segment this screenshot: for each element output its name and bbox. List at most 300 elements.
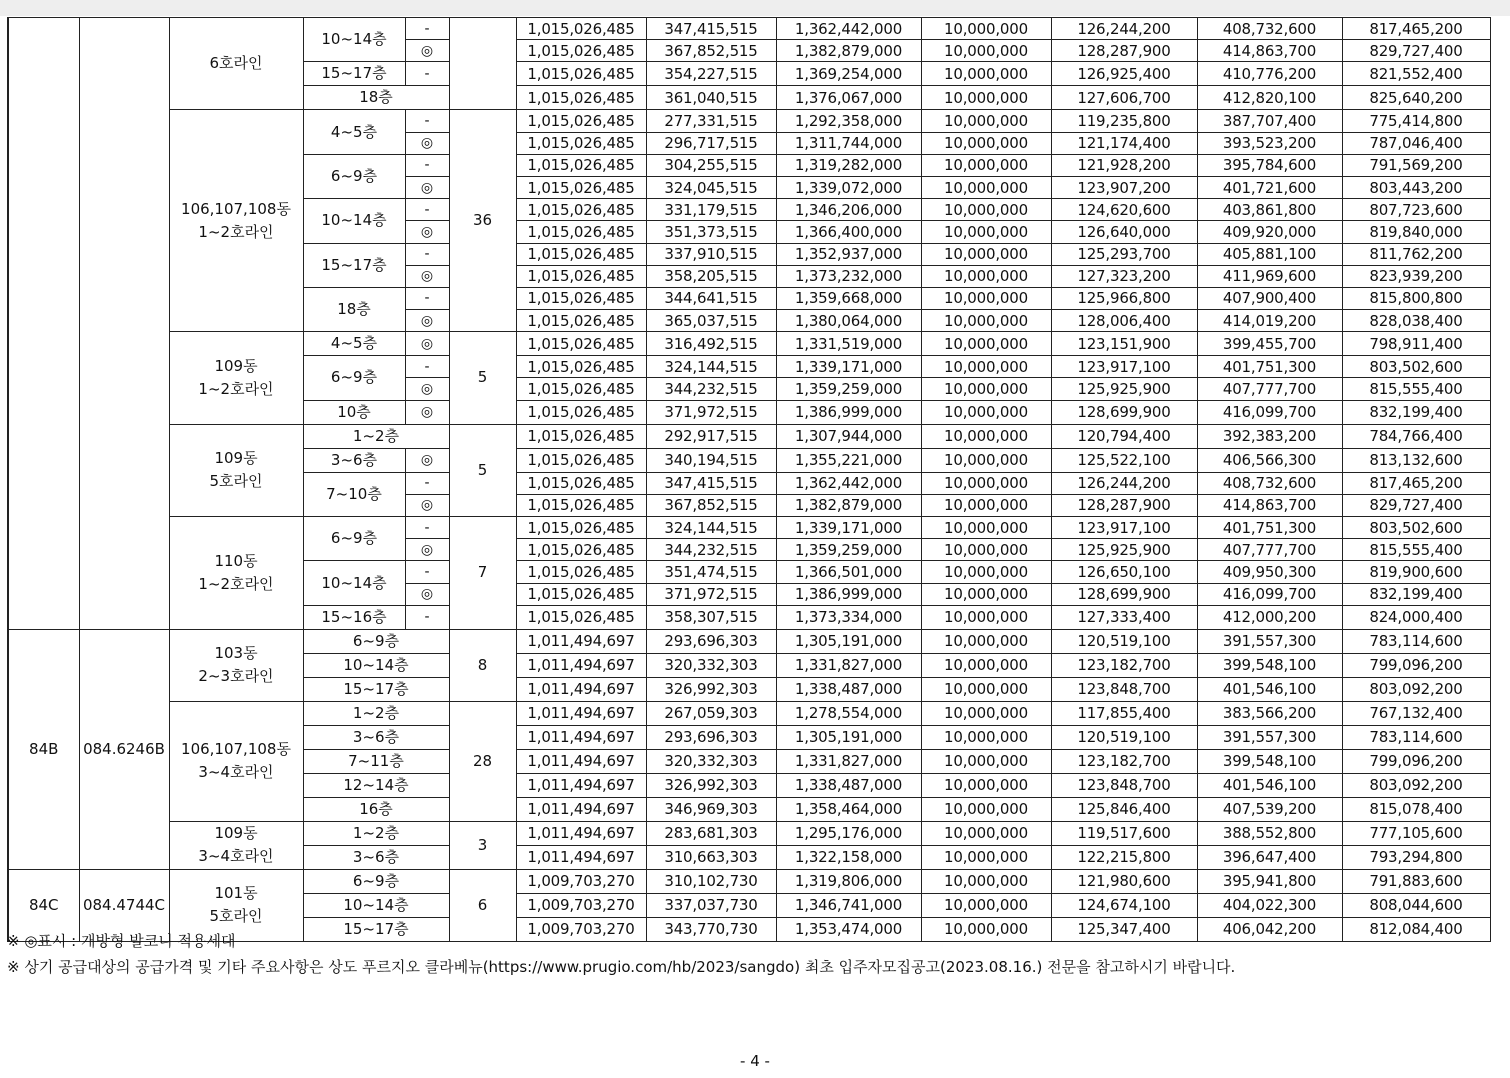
price-cell: 1,369,254,000 — [776, 62, 921, 86]
price-cell: 331,179,515 — [646, 199, 776, 221]
price-cell: 406,042,200 — [1197, 917, 1342, 941]
price-cell: 1,319,282,000 — [776, 154, 921, 176]
floor-cell: 3~6층 — [303, 845, 449, 869]
price-cell: 1,338,487,000 — [776, 773, 921, 797]
price-cell: 414,863,700 — [1197, 494, 1342, 516]
price-cell: 1,295,176,000 — [776, 821, 921, 845]
price-cell: 296,717,515 — [646, 132, 776, 154]
price-cell: 123,907,200 — [1051, 176, 1197, 198]
price-cell: 1,338,487,000 — [776, 677, 921, 701]
balcony-mark-cell: - — [405, 517, 449, 539]
price-cell: 126,650,100 — [1051, 561, 1197, 583]
price-cell: 1,339,072,000 — [776, 176, 921, 198]
unit-count-cell: 8 — [449, 629, 516, 701]
price-cell: 1,307,944,000 — [776, 424, 921, 448]
price-cell: 316,492,515 — [646, 332, 776, 356]
price-cell: 412,820,100 — [1197, 86, 1342, 110]
price-cell: 10,000,000 — [921, 539, 1051, 561]
price-table — [7, 17, 1491, 942]
price-cell: 409,920,000 — [1197, 221, 1342, 243]
price-cell: 1,305,191,000 — [776, 629, 921, 653]
price-cell: 410,776,200 — [1197, 62, 1342, 86]
price-cell: 1,015,026,485 — [516, 472, 646, 494]
floor-cell: 10~14층 — [303, 199, 405, 243]
price-cell: 123,151,900 — [1051, 332, 1197, 356]
price-cell: 125,846,400 — [1051, 797, 1197, 821]
price-cell: 371,972,515 — [646, 583, 776, 605]
balcony-mark-cell: ◎ — [405, 400, 449, 424]
price-cell: 127,606,700 — [1051, 86, 1197, 110]
price-cell: 10,000,000 — [921, 287, 1051, 309]
price-cell: 324,144,515 — [646, 356, 776, 378]
price-cell: 1,015,026,485 — [516, 310, 646, 332]
price-cell: 123,848,700 — [1051, 773, 1197, 797]
price-cell: 123,182,700 — [1051, 749, 1197, 773]
price-cell: 1,015,026,485 — [516, 62, 646, 86]
floor-cell: 15~17층 — [303, 243, 405, 287]
balcony-mark-cell: ◎ — [405, 539, 449, 561]
price-cell: 120,794,400 — [1051, 424, 1197, 448]
price-cell: 784,766,400 — [1342, 424, 1490, 448]
balcony-mark-cell: ◎ — [405, 583, 449, 605]
price-cell: 1,278,554,000 — [776, 701, 921, 725]
floor-cell: 6~9층 — [303, 517, 405, 561]
price-cell: 119,517,600 — [1051, 821, 1197, 845]
price-cell: 358,307,515 — [646, 605, 776, 629]
price-cell: 292,917,515 — [646, 424, 776, 448]
price-cell: 403,861,800 — [1197, 199, 1342, 221]
price-cell: 340,194,515 — [646, 448, 776, 472]
price-cell: 793,294,800 — [1342, 845, 1490, 869]
unit-type-cell: 84B — [8, 629, 79, 869]
price-cell: 10,000,000 — [921, 221, 1051, 243]
table-row — [8, 701, 1490, 725]
price-cell: 361,040,515 — [646, 86, 776, 110]
price-cell: 344,232,515 — [646, 378, 776, 400]
price-cell: 344,641,515 — [646, 287, 776, 309]
price-cell: 1,380,064,000 — [776, 310, 921, 332]
floor-cell: 1~2층 — [303, 701, 449, 725]
price-cell: 387,707,400 — [1197, 110, 1342, 132]
price-cell: 10,000,000 — [921, 893, 1051, 917]
price-cell: 1,011,494,697 — [516, 629, 646, 653]
floor-cell: 10~14층 — [303, 18, 405, 62]
footnote-balcony: ※ ◎표시 : 개방형 발코니 적용세대 — [7, 932, 236, 950]
price-cell: 395,784,600 — [1197, 154, 1342, 176]
price-cell: 1,362,442,000 — [776, 472, 921, 494]
price-cell: 1,015,026,485 — [516, 561, 646, 583]
unit-type-cell — [8, 18, 79, 630]
price-cell: 1,015,026,485 — [516, 132, 646, 154]
price-cell: 123,917,100 — [1051, 517, 1197, 539]
price-cell: 126,244,200 — [1051, 18, 1197, 40]
price-cell: 1,011,494,697 — [516, 797, 646, 821]
price-cell: 1,366,400,000 — [776, 221, 921, 243]
price-cell: 126,925,400 — [1051, 62, 1197, 86]
price-cell: 407,539,200 — [1197, 797, 1342, 821]
price-cell: 371,972,515 — [646, 400, 776, 424]
unit-count-cell: 5 — [449, 332, 516, 424]
price-cell: 407,777,700 — [1197, 539, 1342, 561]
price-cell: 405,881,100 — [1197, 243, 1342, 265]
price-cell: 824,000,400 — [1342, 605, 1490, 629]
price-cell: 1,355,221,000 — [776, 448, 921, 472]
price-cell: 125,925,900 — [1051, 539, 1197, 561]
price-cell: 1,358,464,000 — [776, 797, 921, 821]
balcony-mark-cell: - — [405, 154, 449, 176]
floor-cell: 7~10층 — [303, 472, 405, 516]
price-cell: 401,721,600 — [1197, 176, 1342, 198]
unit-count-cell: 36 — [449, 110, 516, 332]
price-cell: 326,992,303 — [646, 773, 776, 797]
price-cell: 10,000,000 — [921, 332, 1051, 356]
price-cell: 125,293,700 — [1051, 243, 1197, 265]
balcony-mark-cell: ◎ — [405, 265, 449, 287]
price-cell: 119,235,800 — [1051, 110, 1197, 132]
price-cell: 1,015,026,485 — [516, 583, 646, 605]
floor-cell: 4~5층 — [303, 332, 405, 356]
price-cell: 10,000,000 — [921, 448, 1051, 472]
price-cell: 832,199,400 — [1342, 583, 1490, 605]
floor-cell: 18층 — [303, 287, 405, 331]
price-cell: 10,000,000 — [921, 821, 1051, 845]
price-cell: 399,548,100 — [1197, 749, 1342, 773]
price-cell: 1,386,999,000 — [776, 400, 921, 424]
price-cell: 10,000,000 — [921, 845, 1051, 869]
price-cell: 414,019,200 — [1197, 310, 1342, 332]
balcony-mark-cell: - — [405, 199, 449, 221]
price-cell: 1,015,026,485 — [516, 199, 646, 221]
floor-cell: 15~17층 — [303, 677, 449, 701]
price-cell: 411,969,600 — [1197, 265, 1342, 287]
unit-area-cell: 084.6246B — [79, 629, 169, 869]
table-row — [8, 110, 1490, 132]
price-cell: 829,727,400 — [1342, 40, 1490, 62]
price-cell: 351,474,515 — [646, 561, 776, 583]
building-line-cell: 109동 5호라인 — [169, 424, 303, 516]
price-cell: 1,305,191,000 — [776, 725, 921, 749]
price-cell: 1,011,494,697 — [516, 725, 646, 749]
price-cell: 1,359,259,000 — [776, 378, 921, 400]
price-cell: 799,096,200 — [1342, 749, 1490, 773]
price-cell: 10,000,000 — [921, 86, 1051, 110]
price-cell: 358,205,515 — [646, 265, 776, 287]
table-row — [8, 424, 1490, 448]
price-cell: 367,852,515 — [646, 40, 776, 62]
floor-cell: 1~2층 — [303, 821, 449, 845]
price-cell: 1,015,026,485 — [516, 40, 646, 62]
price-cell: 1,359,259,000 — [776, 539, 921, 561]
price-cell: 324,144,515 — [646, 517, 776, 539]
price-cell: 404,022,300 — [1197, 893, 1342, 917]
price-cell: 10,000,000 — [921, 629, 1051, 653]
price-cell: 125,925,900 — [1051, 378, 1197, 400]
floor-cell: 15~16층 — [303, 605, 405, 629]
price-cell: 126,640,000 — [1051, 221, 1197, 243]
price-cell: 1,319,806,000 — [776, 869, 921, 893]
price-cell: 1,011,494,697 — [516, 821, 646, 845]
price-cell: 791,883,600 — [1342, 869, 1490, 893]
price-cell: 823,939,200 — [1342, 265, 1490, 287]
building-line-cell: 106,107,108동 3~4호라인 — [169, 701, 303, 821]
floor-cell: 4~5층 — [303, 110, 405, 154]
balcony-mark-cell: ◎ — [405, 378, 449, 400]
price-cell: 767,132,400 — [1342, 701, 1490, 725]
price-cell: 775,414,800 — [1342, 110, 1490, 132]
page-number: - 4 - — [740, 1052, 770, 1070]
floor-cell: 15~17층 — [303, 917, 449, 941]
price-cell: 1,011,494,697 — [516, 701, 646, 725]
price-cell: 10,000,000 — [921, 199, 1051, 221]
price-cell: 1,311,744,000 — [776, 132, 921, 154]
price-cell: 121,928,200 — [1051, 154, 1197, 176]
price-cell: 10,000,000 — [921, 517, 1051, 539]
price-cell: 828,038,400 — [1342, 310, 1490, 332]
price-cell: 1,011,494,697 — [516, 677, 646, 701]
price-cell: 128,287,900 — [1051, 494, 1197, 516]
balcony-mark-cell: - — [405, 605, 449, 629]
price-cell: 126,244,200 — [1051, 472, 1197, 494]
price-cell: 10,000,000 — [921, 356, 1051, 378]
price-cell: 293,696,303 — [646, 629, 776, 653]
price-cell: 783,114,600 — [1342, 725, 1490, 749]
price-cell: 1,382,879,000 — [776, 40, 921, 62]
balcony-mark-cell: - — [405, 472, 449, 494]
price-cell: 416,099,700 — [1197, 400, 1342, 424]
price-cell: 1,373,232,000 — [776, 265, 921, 287]
price-cell: 128,699,900 — [1051, 400, 1197, 424]
price-cell: 1,015,026,485 — [516, 110, 646, 132]
price-cell: 10,000,000 — [921, 797, 1051, 821]
price-cell: 1,376,067,000 — [776, 86, 921, 110]
price-cell: 1,353,474,000 — [776, 917, 921, 941]
price-cell: 1,015,026,485 — [516, 424, 646, 448]
price-cell: 791,569,200 — [1342, 154, 1490, 176]
floor-cell: 3~6층 — [303, 448, 405, 472]
price-cell: 1,292,358,000 — [776, 110, 921, 132]
price-cell: 10,000,000 — [921, 176, 1051, 198]
price-cell: 10,000,000 — [921, 154, 1051, 176]
price-cell: 10,000,000 — [921, 701, 1051, 725]
price-cell: 343,770,730 — [646, 917, 776, 941]
price-cell: 393,523,200 — [1197, 132, 1342, 154]
balcony-mark-cell: - — [405, 561, 449, 583]
price-cell: 803,092,200 — [1342, 773, 1490, 797]
price-cell: 391,557,300 — [1197, 629, 1342, 653]
price-cell: 399,455,700 — [1197, 332, 1342, 356]
balcony-mark-cell: - — [405, 18, 449, 40]
price-cell: 1,015,026,485 — [516, 176, 646, 198]
price-cell: 1,382,879,000 — [776, 494, 921, 516]
price-cell: 407,777,700 — [1197, 378, 1342, 400]
building-line-cell: 103동 2~3호라인 — [169, 629, 303, 701]
price-cell: 123,848,700 — [1051, 677, 1197, 701]
price-cell: 777,105,600 — [1342, 821, 1490, 845]
price-cell: 120,519,100 — [1051, 725, 1197, 749]
price-cell: 388,552,800 — [1197, 821, 1342, 845]
price-cell: 1,015,026,485 — [516, 265, 646, 287]
price-cell: 10,000,000 — [921, 561, 1051, 583]
floor-cell: 18층 — [303, 86, 449, 110]
price-cell: 832,199,400 — [1342, 400, 1490, 424]
price-cell: 10,000,000 — [921, 605, 1051, 629]
price-cell: 324,045,515 — [646, 176, 776, 198]
price-cell: 1,015,026,485 — [516, 400, 646, 424]
price-cell: 127,333,400 — [1051, 605, 1197, 629]
price-cell: 10,000,000 — [921, 243, 1051, 265]
price-cell: 365,037,515 — [646, 310, 776, 332]
price-cell: 10,000,000 — [921, 110, 1051, 132]
price-cell: 10,000,000 — [921, 18, 1051, 40]
price-cell: 123,917,100 — [1051, 356, 1197, 378]
price-cell: 815,555,400 — [1342, 378, 1490, 400]
building-line-cell: 101동 5호라인 — [169, 869, 303, 941]
price-cell: 1,373,334,000 — [776, 605, 921, 629]
price-cell: 1,346,741,000 — [776, 893, 921, 917]
footnote-reference: ※ 상기 공급대상의 공급가격 및 기타 주요사항은 상도 푸르지오 클라베뉴(https://www.prugio.com/hb/2023/sangdo) 최초 입주자모집공고(2023.08.16.) 전문을 참고하시기 바랍니다. — [7, 958, 1236, 976]
unit-count-cell: 28 — [449, 701, 516, 821]
floor-cell: 6~9층 — [303, 629, 449, 653]
price-cell: 1,015,026,485 — [516, 605, 646, 629]
unit-count-cell: 6 — [449, 869, 516, 941]
price-cell: 1,331,827,000 — [776, 749, 921, 773]
price-cell: 401,751,300 — [1197, 517, 1342, 539]
viewer-top-strip — [0, 0, 1510, 16]
balcony-mark-cell: ◎ — [405, 132, 449, 154]
table-row — [8, 821, 1490, 845]
floor-cell: 7~11층 — [303, 749, 449, 773]
price-cell: 10,000,000 — [921, 494, 1051, 516]
price-cell: 347,415,515 — [646, 472, 776, 494]
unit-type-cell: 84C — [8, 869, 79, 941]
balcony-mark-cell: ◎ — [405, 310, 449, 332]
price-cell: 1,015,026,485 — [516, 517, 646, 539]
price-cell: 127,323,200 — [1051, 265, 1197, 287]
price-cell: 783,114,600 — [1342, 629, 1490, 653]
unit-count-cell — [449, 18, 516, 110]
price-cell: 798,911,400 — [1342, 332, 1490, 356]
price-cell: 1,015,026,485 — [516, 86, 646, 110]
price-cell: 819,840,000 — [1342, 221, 1490, 243]
floor-cell: 1~2층 — [303, 424, 449, 448]
price-cell: 123,182,700 — [1051, 653, 1197, 677]
price-cell: 803,502,600 — [1342, 356, 1490, 378]
price-cell: 10,000,000 — [921, 310, 1051, 332]
table-row — [8, 18, 1490, 40]
price-cell: 1,015,026,485 — [516, 332, 646, 356]
balcony-mark-cell: ◎ — [405, 332, 449, 356]
balcony-mark-cell: - — [405, 110, 449, 132]
price-cell: 1,011,494,697 — [516, 845, 646, 869]
price-cell: 416,099,700 — [1197, 583, 1342, 605]
price-cell: 125,522,100 — [1051, 448, 1197, 472]
balcony-mark-cell: - — [405, 356, 449, 378]
floor-cell: 10~14층 — [303, 561, 405, 605]
table-row — [8, 629, 1490, 653]
building-line-cell: 109동 1~2호라인 — [169, 332, 303, 424]
price-cell: 821,552,400 — [1342, 62, 1490, 86]
floor-cell: 10층 — [303, 400, 405, 424]
price-cell: 787,046,400 — [1342, 132, 1490, 154]
price-cell: 1,346,206,000 — [776, 199, 921, 221]
price-cell: 10,000,000 — [921, 773, 1051, 797]
price-cell: 10,000,000 — [921, 265, 1051, 287]
price-cell: 1,009,703,270 — [516, 869, 646, 893]
price-cell: 409,950,300 — [1197, 561, 1342, 583]
floor-cell: 6~9층 — [303, 154, 405, 198]
price-cell: 1,366,501,000 — [776, 561, 921, 583]
price-cell: 408,732,600 — [1197, 472, 1342, 494]
price-cell: 1,331,827,000 — [776, 653, 921, 677]
price-cell: 310,663,303 — [646, 845, 776, 869]
price-cell: 320,332,303 — [646, 653, 776, 677]
price-cell: 337,910,515 — [646, 243, 776, 265]
unit-area-cell: 084.4744C — [79, 869, 169, 941]
price-cell: 354,227,515 — [646, 62, 776, 86]
balcony-mark-cell: ◎ — [405, 40, 449, 62]
price-cell: 399,548,100 — [1197, 653, 1342, 677]
footnotes — [7, 928, 1235, 980]
floor-cell: 10~14층 — [303, 653, 449, 677]
price-cell: 408,732,600 — [1197, 18, 1342, 40]
price-cell: 337,037,730 — [646, 893, 776, 917]
price-cell: 10,000,000 — [921, 62, 1051, 86]
price-cell: 351,373,515 — [646, 221, 776, 243]
price-cell: 815,555,400 — [1342, 539, 1490, 561]
price-cell: 10,000,000 — [921, 378, 1051, 400]
price-cell: 1,009,703,270 — [516, 893, 646, 917]
floor-cell: 6~9층 — [303, 356, 405, 400]
price-cell: 825,640,200 — [1342, 86, 1490, 110]
price-cell: 128,006,400 — [1051, 310, 1197, 332]
balcony-mark-cell: - — [405, 287, 449, 309]
price-cell: 124,620,600 — [1051, 199, 1197, 221]
price-cell: 128,699,900 — [1051, 583, 1197, 605]
price-cell: 395,941,800 — [1197, 869, 1342, 893]
price-cell: 10,000,000 — [921, 917, 1051, 941]
price-cell: 10,000,000 — [921, 400, 1051, 424]
floor-cell: 12~14층 — [303, 773, 449, 797]
price-cell: 407,900,400 — [1197, 287, 1342, 309]
price-cell: 807,723,600 — [1342, 199, 1490, 221]
price-cell: 1,331,519,000 — [776, 332, 921, 356]
price-cell: 401,751,300 — [1197, 356, 1342, 378]
price-cell: 1,015,026,485 — [516, 356, 646, 378]
balcony-mark-cell: ◎ — [405, 448, 449, 472]
price-cell: 304,255,515 — [646, 154, 776, 176]
price-cell: 1,322,158,000 — [776, 845, 921, 869]
unit-count-cell: 3 — [449, 821, 516, 869]
balcony-mark-cell: ◎ — [405, 176, 449, 198]
price-cell: 10,000,000 — [921, 424, 1051, 448]
price-cell: 1,015,026,485 — [516, 448, 646, 472]
price-cell: 10,000,000 — [921, 869, 1051, 893]
price-cell: 125,966,800 — [1051, 287, 1197, 309]
table-row — [8, 869, 1490, 893]
unit-count-cell: 7 — [449, 517, 516, 630]
price-cell: 813,132,600 — [1342, 448, 1490, 472]
price-cell: 10,000,000 — [921, 725, 1051, 749]
price-cell: 326,992,303 — [646, 677, 776, 701]
floor-cell: 3~6층 — [303, 725, 449, 749]
price-cell: 10,000,000 — [921, 677, 1051, 701]
price-cell: 1,011,494,697 — [516, 653, 646, 677]
price-cell: 121,980,600 — [1051, 869, 1197, 893]
price-cell: 803,443,200 — [1342, 176, 1490, 198]
price-cell: 10,000,000 — [921, 472, 1051, 494]
price-cell: 310,102,730 — [646, 869, 776, 893]
price-cell: 412,000,200 — [1197, 605, 1342, 629]
